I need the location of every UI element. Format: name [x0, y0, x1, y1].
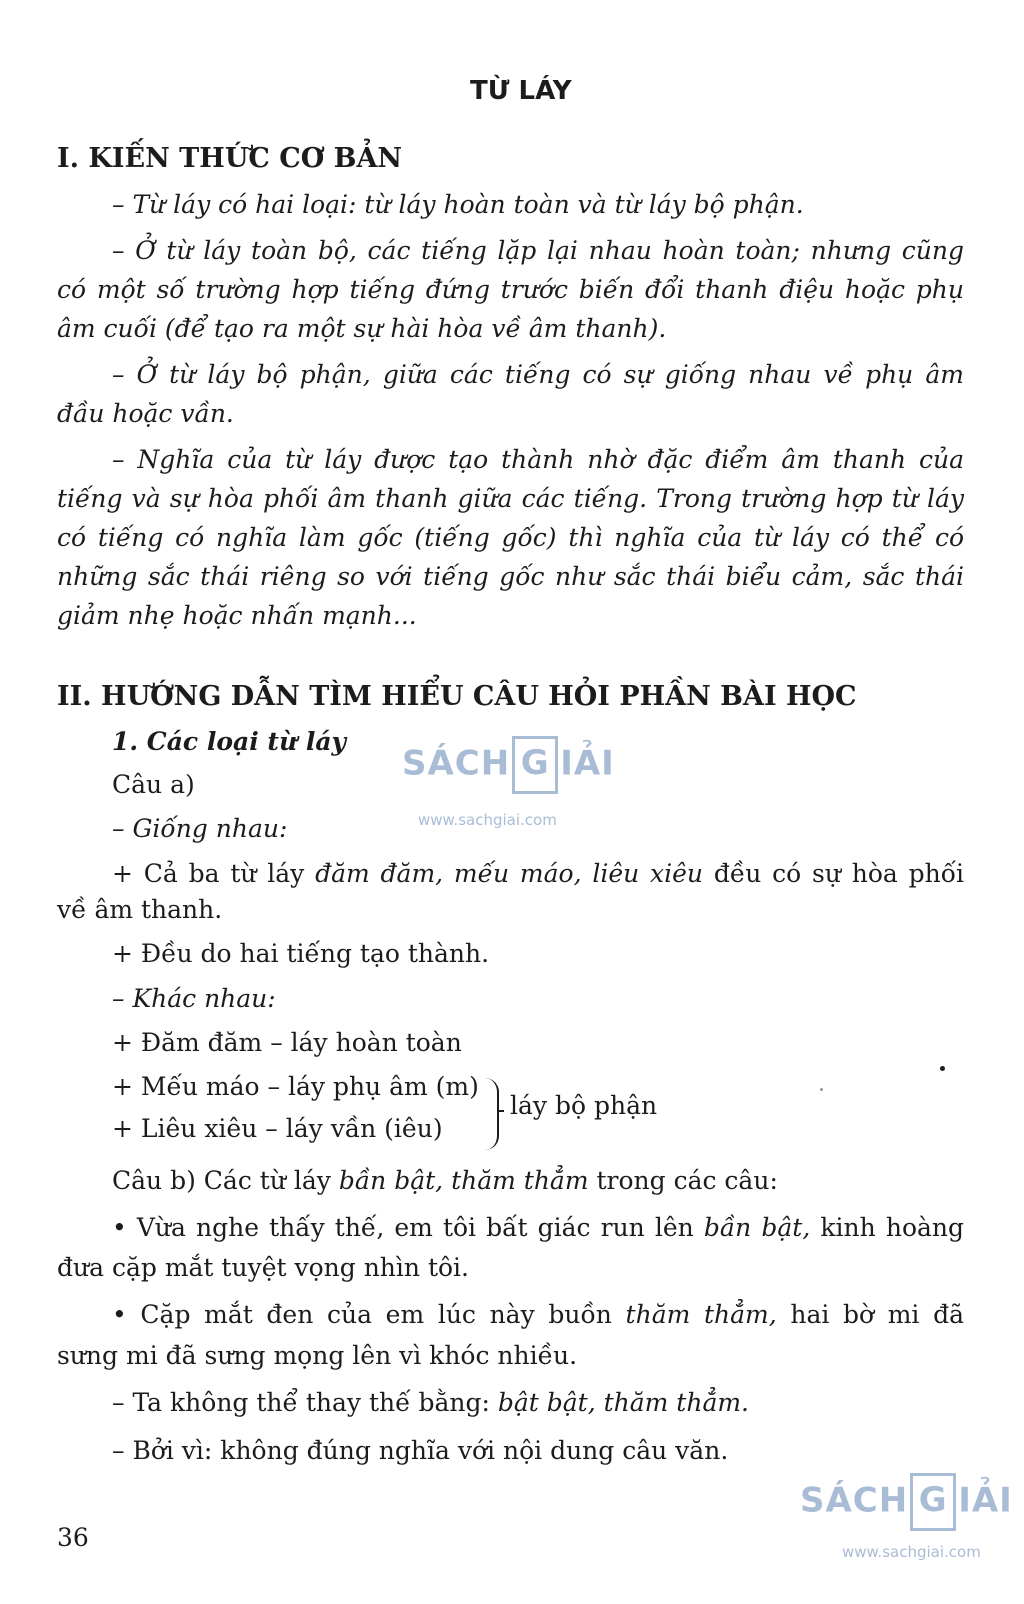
watermark-url: www.sachgiai.com [418, 811, 557, 829]
watermark-logo: SÁCH G IẢI [402, 736, 615, 794]
section1-line: – Nghĩa của từ láy được tạo thành nhờ đặc điểm âm thanh của [112, 445, 964, 474]
section1-line: có tiếng có nghĩa làm gốc (tiếng gốc) thì nghĩa của từ láy có thể có [57, 523, 964, 552]
example-sentence: đưa cặp mắt tuyệt vọng nhìn tôi. [57, 1253, 469, 1282]
section1-line: giảm nhẹ hoặc nhấn mạnh... [57, 601, 417, 630]
question-b-line: Câu b) Các từ láy bần bật, thăm thẳm trong các câu: [112, 1166, 778, 1195]
section1-heading: I. KIẾN THỨC CƠ BẢN [57, 143, 403, 174]
subsection-title: 1. Các loại từ láy [112, 727, 347, 756]
similarity-line: + Cả ba từ láy đăm đăm, mếu máo, liêu xiêu đều có sự hòa phối [112, 859, 965, 888]
section1-line: âm cuối (để tạo ra một sự hài hòa về âm thanh). [57, 314, 667, 343]
page-title: TỪ LÁY [470, 76, 572, 106]
watermark-logo: SÁCH G IẢI [800, 1473, 1013, 1531]
similarity-line: + Đều do hai tiếng tạo thành. [112, 939, 490, 968]
section1-line: có một số trường hợp tiếng đứng trước biến đổi thanh điệu hoặc phụ [57, 275, 964, 304]
answer-line: – Bởi vì: không đúng nghĩa với nội dung câu văn. [112, 1436, 729, 1465]
answer-line: – Ta không thể thay thế bằng: bật bật, thăm thẳm. [112, 1388, 750, 1417]
similarity-line: về âm thanh. [57, 895, 223, 924]
section1-line: đầu hoặc vần. [57, 399, 234, 428]
section1-line: – Ở từ láy bộ phận, giữa các tiếng có sự giống nhau về phụ âm [112, 360, 964, 389]
example-sentence: • Cặp mắt đen của em lúc này buồn thăm thẳm, hai bờ mi đã [112, 1300, 965, 1329]
example-sentence: • Vừa nghe thấy thế, em tôi bất giác run lên bần bật, kinh hoàng [112, 1213, 965, 1242]
scan-speck [820, 1088, 823, 1091]
similarities-label: – Giống nhau: [112, 814, 288, 843]
difference-line: + Đăm đăm – láy hoàn toàn [112, 1028, 462, 1057]
watermark-url: www.sachgiai.com [842, 1543, 981, 1561]
group-label: láy bộ phận [510, 1091, 658, 1120]
differences-label: – Khác nhau: [112, 984, 276, 1013]
difference-line: + Mếu máo – láy phụ âm (m) [112, 1072, 479, 1101]
section1-line: tiếng và sự hòa phối âm thanh giữa các tiếng. Trong trường hợp từ láy [57, 484, 964, 513]
example-sentence: sưng mi đã sưng mọng lên vì khóc nhiều. [57, 1341, 578, 1370]
question-a-label: Câu a) [112, 770, 195, 799]
section1-line: những sắc thái riêng so với tiếng gốc như sắc thái biểu cảm, sắc thái [57, 562, 964, 591]
section1-line: – Ở từ láy toàn bộ, các tiếng lặp lại nhau hoàn toàn; nhưng cũng [112, 236, 964, 265]
section2-heading: II. HƯỚNG DẪN TÌM HIỂU CÂU HỎI PHẦN BÀI HỌC [57, 681, 857, 712]
scan-speck [940, 1066, 945, 1071]
page-number: 36 [57, 1523, 89, 1552]
grouping-brace [483, 1078, 499, 1150]
section1-line: – Từ láy có hai loại: từ láy hoàn toàn và từ láy bộ phận. [112, 190, 804, 219]
difference-line: + Liêu xiêu – láy vần (iêu) [112, 1114, 443, 1143]
